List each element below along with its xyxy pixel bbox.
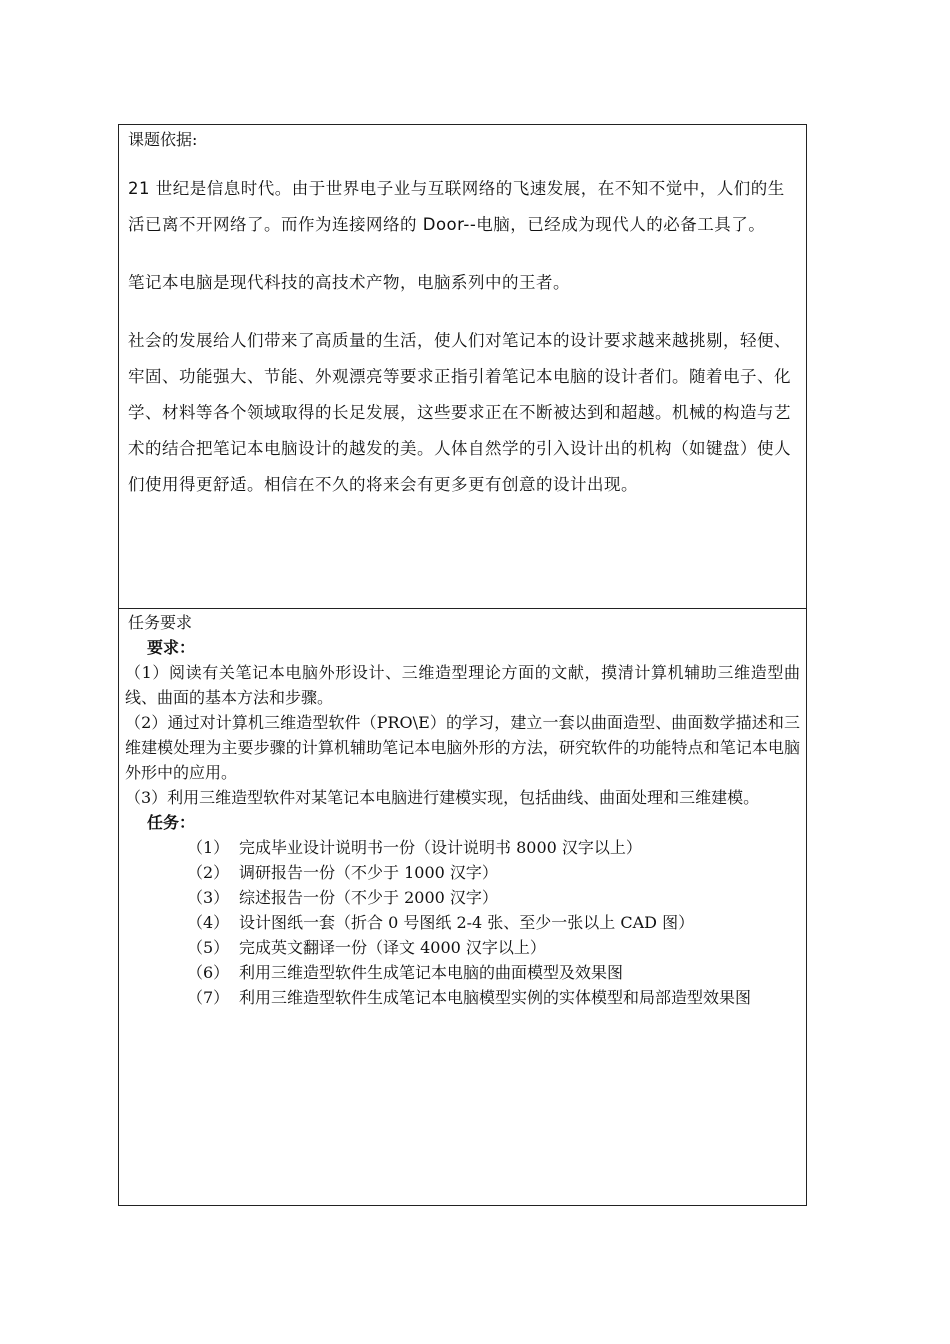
task-text: 完成毕业设计说明书一份（设计说明书 8000 汉字以上） (239, 838, 642, 857)
task-number: （3） (187, 888, 230, 907)
basis-paragraph-3: 社会的发展给人们带来了高质量的生活，使人们对笔记本的设计要求越来越挑剔，轻便、牢固、功能强大、节能、外观漂亮等要求正指引着笔记本电脑的设计者们。随着电子、化学、材料等各个领域取得的长足发展，这些要求正在不断被达到和超越。机械的构造与艺术的结合把笔记本电脑设计的越发的美。人体自然学的引入设计出的机构（如键盘）使人们使用得更舒适。相信在不久的将来会有更多更有创意的设计出现。 (128, 331, 791, 494)
task-item (125, 960, 800, 985)
requirement-item-1: （1）阅读有关笔记本电脑外形设计、三维造型理论方面的文献，摸清计算机辅助三维造型曲线、曲面的基本方法和步骤。 (125, 663, 800, 707)
task-item (125, 985, 800, 1010)
task-text: 调研报告一份（不少于 1000 汉字） (239, 863, 498, 882)
task-number: （1） (187, 838, 230, 857)
task-label: 任务要求 (128, 613, 193, 632)
basis-body (128, 171, 797, 503)
requirements-heading: 要求： (147, 638, 196, 657)
task-number: （6） (187, 963, 230, 982)
task-item (125, 860, 800, 885)
basis-section (119, 125, 806, 609)
task-text: 利用三维造型软件生成笔记本电脑的曲面模型及效果图 (239, 963, 624, 982)
task-item (125, 910, 800, 935)
task-number: （2） (187, 863, 230, 882)
task-content (125, 635, 800, 1010)
task-number: （4） (187, 913, 230, 932)
task-text: 利用三维造型软件生成笔记本电脑模型实例的实体模型和局部造型效果图 (239, 988, 752, 1007)
basis-paragraph-1: 21 世纪是信息时代。由于世界电子业与互联网络的飞速发展，在不知不觉中，人们的生活已离不开网络了。而作为连接网络的 Door--电脑，已经成为现代人的必备工具了。 (128, 179, 785, 234)
requirement-item-3: （3）利用三维造型软件对某笔记本电脑进行建模实现，包括曲线、曲面处理和三维建模。 (125, 788, 760, 807)
basis-label: 课题依据: (128, 130, 198, 149)
task-item (125, 885, 800, 910)
task-section (119, 609, 806, 1205)
task-text: 完成英文翻译一份（译文 4000 汉字以上） (239, 938, 546, 957)
task-item (125, 835, 800, 860)
task-text: 设计图纸一套（折合 0 号图纸 2-4 张、至少一张以上 CAD 图） (239, 913, 695, 932)
task-number: （5） (187, 938, 230, 957)
task-item (125, 935, 800, 960)
task-list (125, 835, 800, 1010)
task-text: 综述报告一份（不少于 2000 汉字） (239, 888, 498, 907)
task-number: （7） (187, 988, 230, 1007)
document-table (118, 124, 807, 1206)
tasks-heading: 任务： (147, 813, 196, 832)
basis-paragraph-2: 笔记本电脑是现代科技的高技术产物，电脑系列中的王者。 (128, 273, 570, 292)
requirement-item-2: （2）通过对计算机三维造型软件（PRO\E）的学习，建立一套以曲面造型、曲面数学描述和三维建模处理为主要步骤的计算机辅助笔记本电脑外形的方法，研究软件的功能特点和笔记本电脑外形中的应用。 (125, 713, 800, 782)
